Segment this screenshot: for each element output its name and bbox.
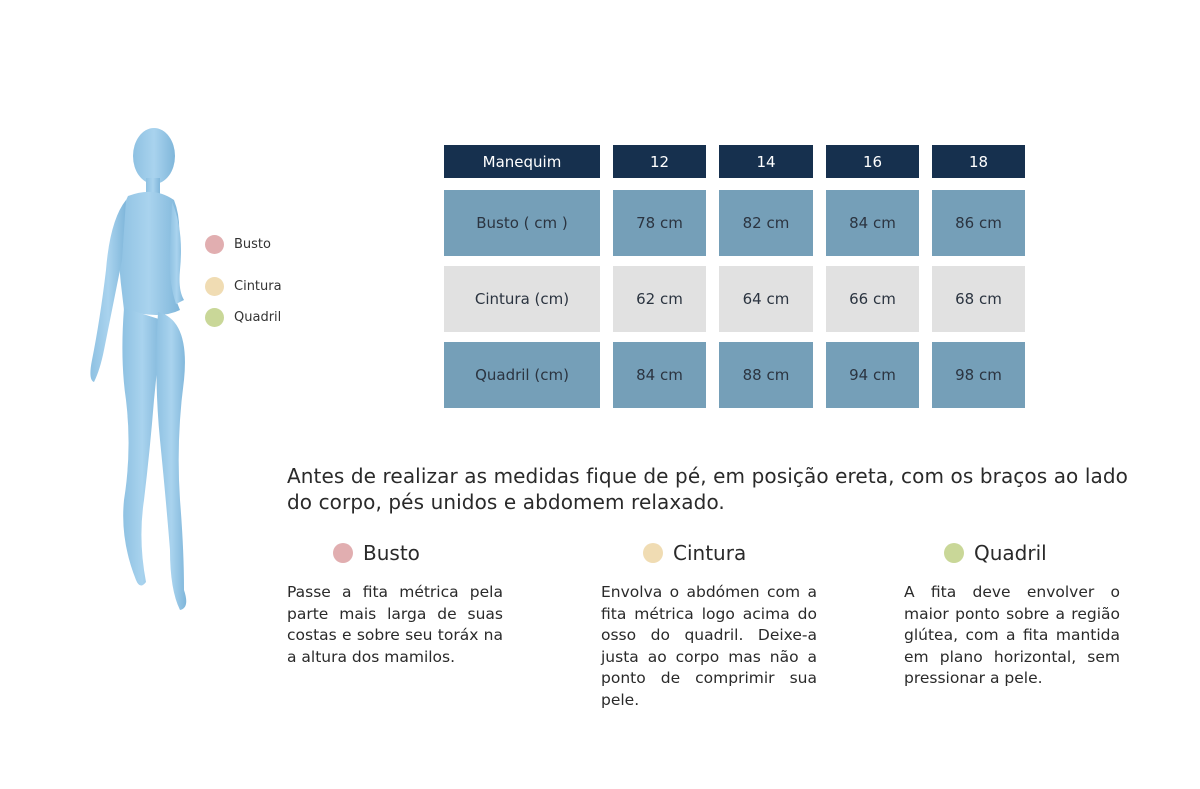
instruction-title: Quadril [974,541,1047,565]
busto-color-dot [333,543,353,563]
instruction-text: A fita deve envolver o maior ponto sobre a região glútea, com a fita mantida em plano horizontal, sem pressionar a pele. [904,583,1120,687]
legend-label-quadril: Quadril [234,310,282,325]
legend-busto [205,235,271,254]
instruction-heading [287,540,503,566]
table-cell: 94 cm [826,342,919,408]
table-cell: 66 cm [826,266,919,332]
table-cell: 82 cm [719,190,813,256]
instruction-text: Envolva o abdómen com a fita métrica logo acima do osso do quadril. Deixe-a justa ao corpo mas não a ponto de comprimir sua pele. [601,583,817,709]
table-cell: 68 cm [932,266,1025,332]
table-cell: 88 cm [719,342,813,408]
table-cell: 84 cm [826,190,919,256]
instruction-heading [601,540,817,566]
table-row-label-quadril: Quadril (cm) [444,342,600,408]
busto-color-dot [205,235,224,254]
table-header-size: 14 [719,145,813,178]
table-cell: 84 cm [613,342,706,408]
table-cell: 78 cm [613,190,706,256]
instruction-title: Cintura [673,541,747,565]
table-row-label-cintura: Cintura (cm) [444,266,600,332]
table-header-size: 16 [826,145,919,178]
quadril-color-dot [944,543,964,563]
legend-label-busto: Busto [234,237,271,252]
table-cell: 98 cm [932,342,1025,408]
instruction-cintura [601,540,817,711]
table-row-label-busto: Busto ( cm ) [444,190,600,256]
legend-cintura [205,277,282,296]
instruction-title: Busto [363,541,420,565]
cintura-color-dot [643,543,663,563]
legend-quadril [205,308,281,327]
table-header-manequim: Manequim [444,145,600,178]
table-cell: 64 cm [719,266,813,332]
table-header-size: 18 [932,145,1025,178]
legend-label-cintura: Cintura [234,279,282,294]
intro-paragraph: Antes de realizar as medidas fique de pé, em posição ereta, com os braços ao lado do corpo, pés unidos e abdomem relaxado. [287,464,1128,514]
instruction-busto [287,540,503,668]
quadril-color-dot [205,308,224,327]
table-header-size: 12 [613,145,706,178]
cintura-color-dot [205,277,224,296]
instruction-quadril [904,540,1120,690]
table-cell: 86 cm [932,190,1025,256]
table-cell: 62 cm [613,266,706,332]
mannequin-illustration [80,120,200,620]
instruction-text: Passe a fita métrica pela parte mais larga de suas costas e sobre seu toráx na a altura dos mamilos. [287,583,503,666]
instruction-heading [904,540,1120,566]
